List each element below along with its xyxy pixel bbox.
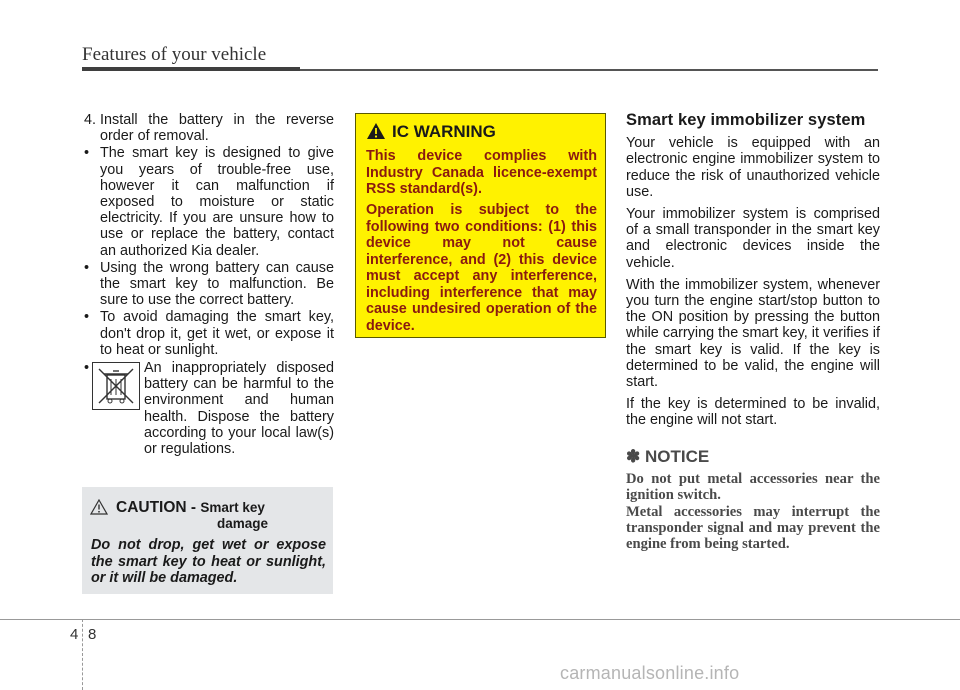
step-text: Install the battery in the reverse order of removal.	[100, 112, 334, 145]
ic-warning-para2: Operation is subject to the following two conditions: (1) this device may not cause interference, and (2) this device must accept any interference, including interference that may cause undesired operation of the device.	[366, 202, 597, 334]
ic-warning-title: IC WARNING	[392, 122, 496, 141]
footer-divider	[82, 619, 83, 690]
caution-box	[82, 487, 333, 594]
battery-disposal-text: An inappropriately disposed battery can be harmful to the environment and human health. Dispose the battery according to your local law(s) or regulations.	[144, 360, 334, 458]
ic-warning-heading	[366, 122, 496, 142]
bullet-text: The smart key is designed to give you years of trouble-free use, however it can malfunction if exposed to moisture or static electricity. If you are unsure how to use or replace the battery, contact an authorized Kia dealer.	[100, 145, 334, 259]
bullet-item	[84, 260, 334, 309]
bullet-mark: •	[84, 145, 90, 162]
caution-subject: Smart key	[200, 500, 265, 515]
immobilizer-paragraph: With the immobilizer system, whenever you turn the engine start/stop button to the ON position by pressing the button while carrying the smart key, it verifies if the smart key is valid. If the key is determined to be valid, the engine will start.	[626, 276, 880, 391]
bullet-item	[84, 145, 334, 258]
bullet-mark: •	[84, 309, 90, 326]
right-column	[626, 112, 880, 553]
notice-line: Metal accessories may interrupt the transponder signal and may prevent the engine from being started.	[626, 503, 880, 553]
notice-body	[626, 471, 880, 553]
crossed-bin-icon	[92, 362, 140, 410]
step-4	[84, 112, 334, 144]
header-rule	[300, 69, 878, 71]
bullet-mark: •	[84, 259, 90, 276]
warning-triangle-icon	[90, 499, 108, 515]
bullet-text: To avoid damaging the smart key, don't drop it, get it wet, or expose it to heat or sunlight.	[100, 309, 334, 358]
bullet-mark: •	[84, 360, 90, 377]
immobilizer-title: Smart key immobilizer system	[626, 111, 866, 129]
chapter-number: 4	[70, 626, 79, 643]
caution-label: CAUTION -	[116, 499, 197, 516]
immobilizer-paragraph: Your immobilizer system is comprised of a small transponder in the smart key and electronic devices inside the vehicle.	[626, 206, 880, 271]
caution-heading	[116, 499, 265, 517]
ic-warning-box	[355, 113, 606, 338]
notice-title: ✽ NOTICE	[626, 446, 710, 466]
step-number: 4.	[84, 112, 97, 128]
page-number: 8	[88, 626, 97, 643]
notice-line: Do not put metal accessories near the ignition switch.	[626, 470, 880, 504]
bullet-item	[84, 309, 334, 358]
left-column	[84, 112, 334, 456]
ic-warning-para1: This device complies with Industry Canada licence-exempt RSS standard(s).	[366, 148, 597, 197]
warning-triangle-icon	[366, 122, 386, 140]
caution-subject-line2: damage	[217, 516, 269, 531]
watermark: carmanualsonline.info	[560, 663, 740, 683]
caution-body: Do not drop, get wet or expose the smart key to heat or sunlight, or it will be damaged.	[91, 537, 326, 586]
page-header-title: Features of your vehicle	[82, 44, 267, 65]
battery-disposal-note	[84, 360, 334, 456]
immobilizer-paragraph: If the key is determined to be invalid, the engine will not start.	[626, 396, 880, 429]
footer-rule	[0, 619, 960, 620]
header-rule-dark	[82, 67, 300, 71]
bullet-text: Using the wrong battery can cause the smart key to malfunction. Be sure to use the correct battery.	[100, 259, 334, 309]
immobilizer-paragraph: Your vehicle is equipped with an electronic engine immobilizer system to reduce the risk of unauthorized vehicle use.	[626, 135, 880, 200]
